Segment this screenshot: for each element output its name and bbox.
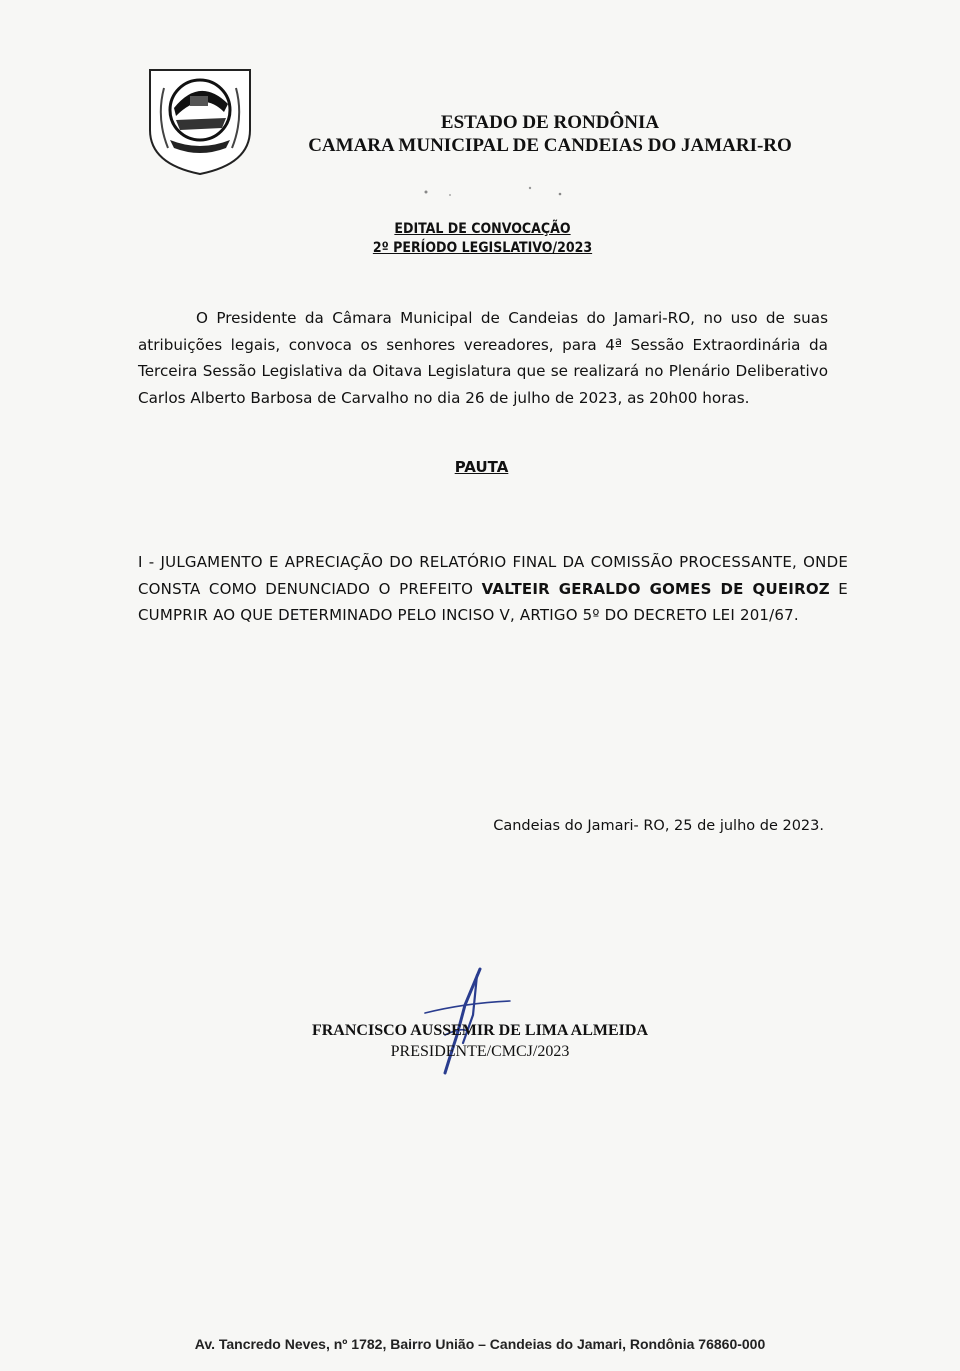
chamber-name: CAMARA MUNICIPAL DE CANDEIAS DO JAMARI-RO <box>308 135 792 156</box>
agenda-item <box>138 549 848 629</box>
convocation-paragraph: O Presidente da Câmara Municipal de Candeias do Jamari-RO, no uso de suas atribuições legais, convoca os senhores vereadores, para 4ª Sessão Extraordinária da Terceira Sessão Legislativa da Oitava Legislatura que se realizará no Plenário Deliberativo Carlos Alberto Barbosa de Carvalho no dia 26 de julho de 2023, as 20h00 horas. <box>138 309 828 407</box>
state-name: ESTADO DE RONDÔNIA <box>440 112 660 133</box>
convocation-text <box>138 305 828 411</box>
footer-address: Av. Tancredo Neves, nº 1782, Bairro União – Candeias do Jamari, Rondônia 76860-000 <box>194 1336 766 1352</box>
agenda-item-name: VALTEIR GERALDO GOMES DE QUEIROZ <box>481 579 830 598</box>
pauta-heading: PAUTA <box>454 458 509 476</box>
agenda-item-prefix: I - JULGAMENTO E APRECIAÇÃO DO RELATÓRIO FINAL DA COMISSÃO PROCESSANTE, ONDE CONSTA COMO DENUNCIADO O PREFEITO <box>138 553 848 598</box>
date-line: Candeias do Jamari- RO, 25 de julho de 2023. <box>493 818 824 834</box>
edital-title: EDITAL DE CONVOCAÇÃO <box>394 221 571 237</box>
scan-specks <box>420 180 580 200</box>
agenda-item-suffix: E CUMPRIR AO QUE DETERMINADO PELO INCISO V, ARTIGO 5º DO DECRETO LEI 201/67. <box>138 579 848 624</box>
signatory-role: PRESIDENTE/CMCJ/2023 <box>390 1043 570 1060</box>
edital-subtitle: 2º PERÍODO LEGISLATIVO/2023 <box>372 240 593 256</box>
coat-of-arms-icon <box>146 68 254 176</box>
edital-heading <box>240 220 725 258</box>
letterhead <box>280 112 820 158</box>
signatory-name: FRANCISCO AUSSEMIR DE LIMA ALMEIDA <box>311 1022 649 1039</box>
